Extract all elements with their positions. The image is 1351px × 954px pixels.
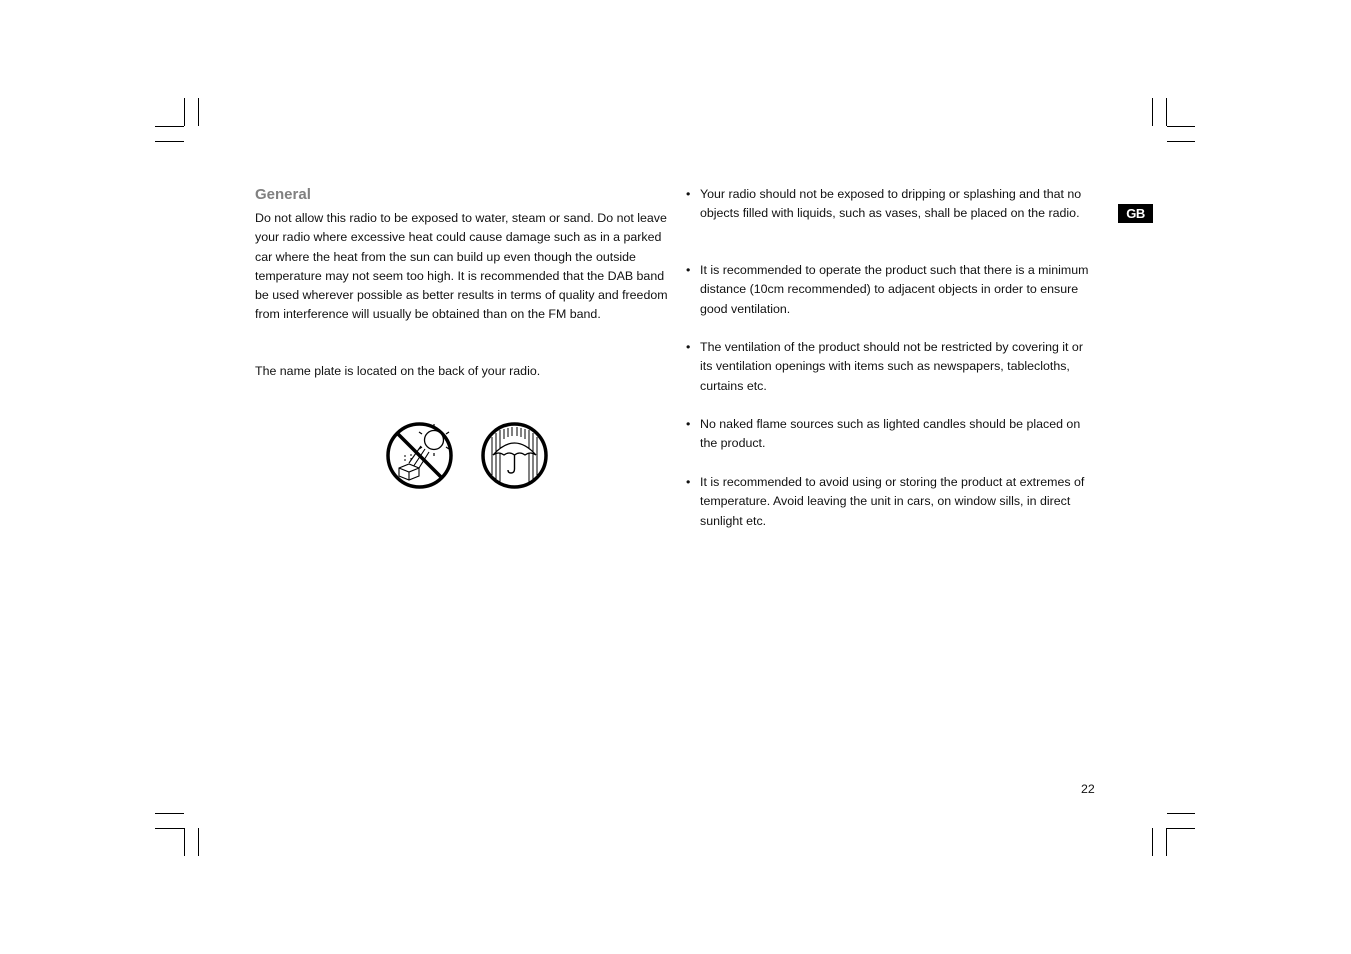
crop-mark (1167, 141, 1195, 142)
no-heat-sun-icon (385, 421, 454, 490)
crop-mark (155, 813, 184, 814)
crop-mark (1167, 126, 1195, 127)
general-paragraph: Do not allow this radio to be exposed to water, steam or sand. Do not leave your radio where excessive heat could cause damage such as in a parked car where the heat from the sun can build up even though the outside temperature may not seem too high. It is recommended that the DAB band be used wherever possible as better results in terms of quality and freedom from interference will usually be obtained than on the FM band. (255, 211, 668, 322)
section-heading: General (255, 186, 311, 203)
bullet-marker: • (686, 187, 691, 201)
bullet-text: No naked flame sources such as lighted candles should be placed on the product. (700, 417, 1081, 451)
bullet-marker: • (686, 263, 691, 277)
bullet-marker: • (686, 475, 691, 489)
crop-mark (1167, 828, 1195, 829)
bullet-marker: • (686, 340, 691, 354)
language-badge: GB (1118, 204, 1153, 223)
bullet-text: It is recommended to avoid using or storing the product at extremes of temperature. Avoid leaving the unit in cars, on window sills, in direct sunlight etc. (700, 475, 1085, 528)
crop-mark (184, 828, 185, 856)
crop-mark (198, 98, 199, 126)
bullet-text: The ventilation of the product should not be restricted by covering it or its ventilation openings with items such as newspapers, tablecloths, curtains etc. (700, 340, 1083, 393)
umbrella-rain-icon (480, 421, 549, 490)
crop-mark (1152, 828, 1153, 856)
bullet-marker: • (686, 417, 691, 431)
crop-mark (155, 141, 184, 142)
safety-bullet (686, 338, 1096, 396)
page-number: 22 (1081, 782, 1095, 796)
crop-mark (1152, 98, 1153, 126)
bullet-text: Your radio should not be exposed to dripping or splashing and that no objects filled with liquids, such as vases, shall be placed on the radio. (700, 187, 1082, 221)
name-plate-paragraph: The name plate is located on the back of your radio. (255, 364, 541, 378)
safety-bullet (686, 261, 1096, 319)
crop-mark (184, 98, 185, 126)
crop-mark (1167, 813, 1195, 814)
crop-mark (155, 126, 184, 127)
safety-bullet (686, 415, 1096, 454)
crop-mark (198, 828, 199, 856)
crop-mark (1166, 98, 1167, 126)
bullet-text: It is recommended to operate the product such that there is a minimum distance (10cm recommended) to adjacent objects in order to ensure good ventilation. (700, 263, 1089, 316)
safety-bullet (686, 473, 1096, 531)
crop-mark (1166, 828, 1167, 856)
crop-mark (155, 828, 184, 829)
safety-bullet (686, 185, 1096, 224)
